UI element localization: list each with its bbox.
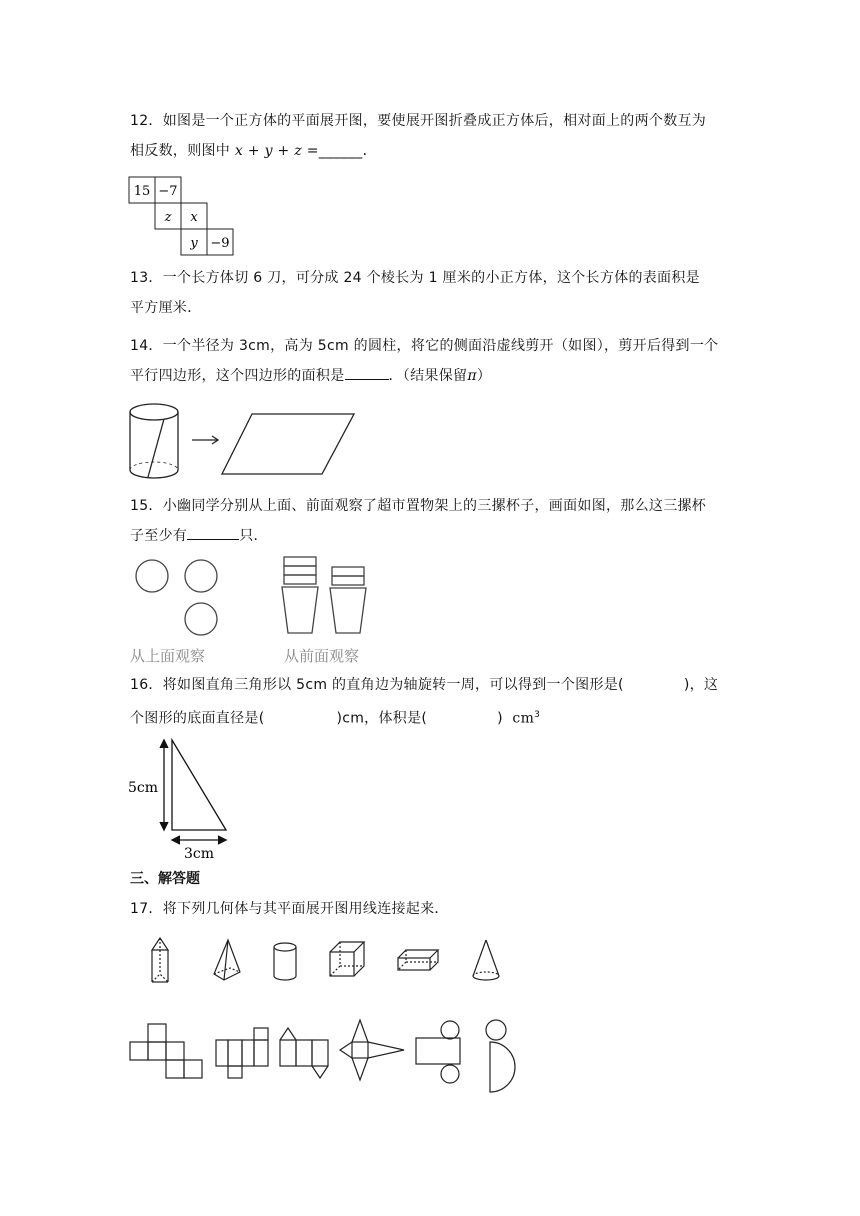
pyramid bbox=[214, 940, 240, 980]
q14-pi: π bbox=[467, 368, 477, 384]
q13-line2: 平方厘米． bbox=[130, 300, 202, 316]
net-cell-x: x bbox=[190, 210, 198, 225]
question-17 bbox=[130, 894, 730, 924]
parallelogram bbox=[222, 414, 354, 474]
q16-line2-a: 个图形的底面直径是( bbox=[130, 710, 265, 727]
triangular-prism bbox=[152, 938, 168, 982]
cylinder-cut-figure bbox=[126, 400, 360, 482]
q15-blank bbox=[187, 525, 239, 540]
q15-line2-suffix: 只． bbox=[239, 528, 268, 544]
q16-line1-prefix: 16．将如图直角三角形以 5cm 的直角边为轴旋转一周，可以得到一个图形是( bbox=[130, 677, 624, 693]
q14-line2-suffix: ．（结果保留 bbox=[388, 368, 468, 384]
right-triangle-figure bbox=[126, 734, 236, 864]
net-cell-15: 15 bbox=[133, 184, 151, 199]
nets-figure bbox=[128, 1016, 528, 1096]
net-cell-neg7: −7 bbox=[158, 184, 178, 199]
cone bbox=[473, 940, 499, 980]
q15-line2 bbox=[130, 521, 730, 551]
q14-close: ） bbox=[476, 368, 492, 384]
q16-line1-suffix: )，这 bbox=[683, 677, 719, 693]
cups-views-figure bbox=[128, 553, 378, 667]
cone-net bbox=[486, 1020, 515, 1092]
solids-figure bbox=[148, 934, 508, 988]
q14-line1: 14．一个半径为 3cm，高为 5cm 的圆柱，将它的侧面沿虚线剪开（如图），剪开后得到一个 bbox=[130, 338, 719, 354]
cube-net-figure bbox=[128, 176, 238, 258]
cut-line bbox=[148, 419, 164, 477]
question-16 bbox=[130, 670, 730, 734]
net-cell-z: z bbox=[164, 210, 172, 225]
q16-unit-sup: 3 bbox=[534, 710, 541, 720]
label-height: 5cm bbox=[128, 780, 159, 796]
cube-net bbox=[130, 1024, 202, 1078]
q12-line2-prefix: 相反数，则图中 bbox=[130, 143, 235, 159]
cube bbox=[330, 942, 364, 976]
q16-line2-b: )cm，体积是( bbox=[336, 710, 428, 727]
q12-blank: ______ bbox=[318, 143, 363, 159]
cylinder-top bbox=[130, 404, 178, 420]
q12-line2-suffix: ． bbox=[362, 143, 377, 159]
net-cell-y: y bbox=[190, 236, 198, 251]
q14-line2 bbox=[130, 361, 730, 391]
q15-line1: 15．小幽同学分别从上面、前面观察了超市置物架上的三摞杯子，画面如图，那么这三摞杯 bbox=[130, 498, 707, 514]
caption-front-view: 从前面观察 bbox=[284, 647, 360, 665]
q13-line1: 13．一个长方体切 6 刀，可分成 24 个棱长为 1 厘米的小正方体，这个长方体的表面积是 bbox=[130, 270, 700, 286]
prism-net bbox=[280, 1028, 328, 1078]
label-base: 3cm bbox=[184, 846, 215, 862]
cuboid bbox=[398, 950, 438, 970]
question-13 bbox=[130, 263, 730, 323]
net-cell-neg9: −9 bbox=[210, 236, 230, 251]
q14-line2-prefix: 平行四边形，这个四边形的面积是 bbox=[130, 368, 345, 384]
q12-expression: x + y + z = bbox=[234, 143, 319, 159]
cylinder-net bbox=[416, 1021, 460, 1083]
q15-line2-prefix: 子至少有 bbox=[130, 528, 188, 544]
q17-line1: 17．将下列几何体与其平面展开图用线连接起来． bbox=[130, 901, 449, 917]
question-15 bbox=[130, 491, 730, 551]
cuboid-net bbox=[216, 1028, 268, 1078]
question-12 bbox=[130, 106, 730, 166]
q14-blank bbox=[345, 365, 389, 380]
q16-line1 bbox=[130, 670, 730, 700]
caption-top-view: 从上面观察 bbox=[130, 647, 206, 665]
q12-line1: 12．如图是一个正方体的平面展开图，要使展开图折叠成正方体后，相对面上的两个数互为 bbox=[130, 113, 707, 129]
pyramid-net bbox=[340, 1020, 404, 1080]
q16-line2 bbox=[130, 700, 730, 734]
q16-unit: cm bbox=[512, 710, 535, 727]
cylinder bbox=[274, 943, 296, 980]
q12-line2 bbox=[130, 136, 730, 166]
section-heading: 三、解答题 bbox=[130, 871, 200, 887]
q16-line2-c: ) bbox=[497, 710, 503, 727]
question-14 bbox=[130, 331, 730, 391]
